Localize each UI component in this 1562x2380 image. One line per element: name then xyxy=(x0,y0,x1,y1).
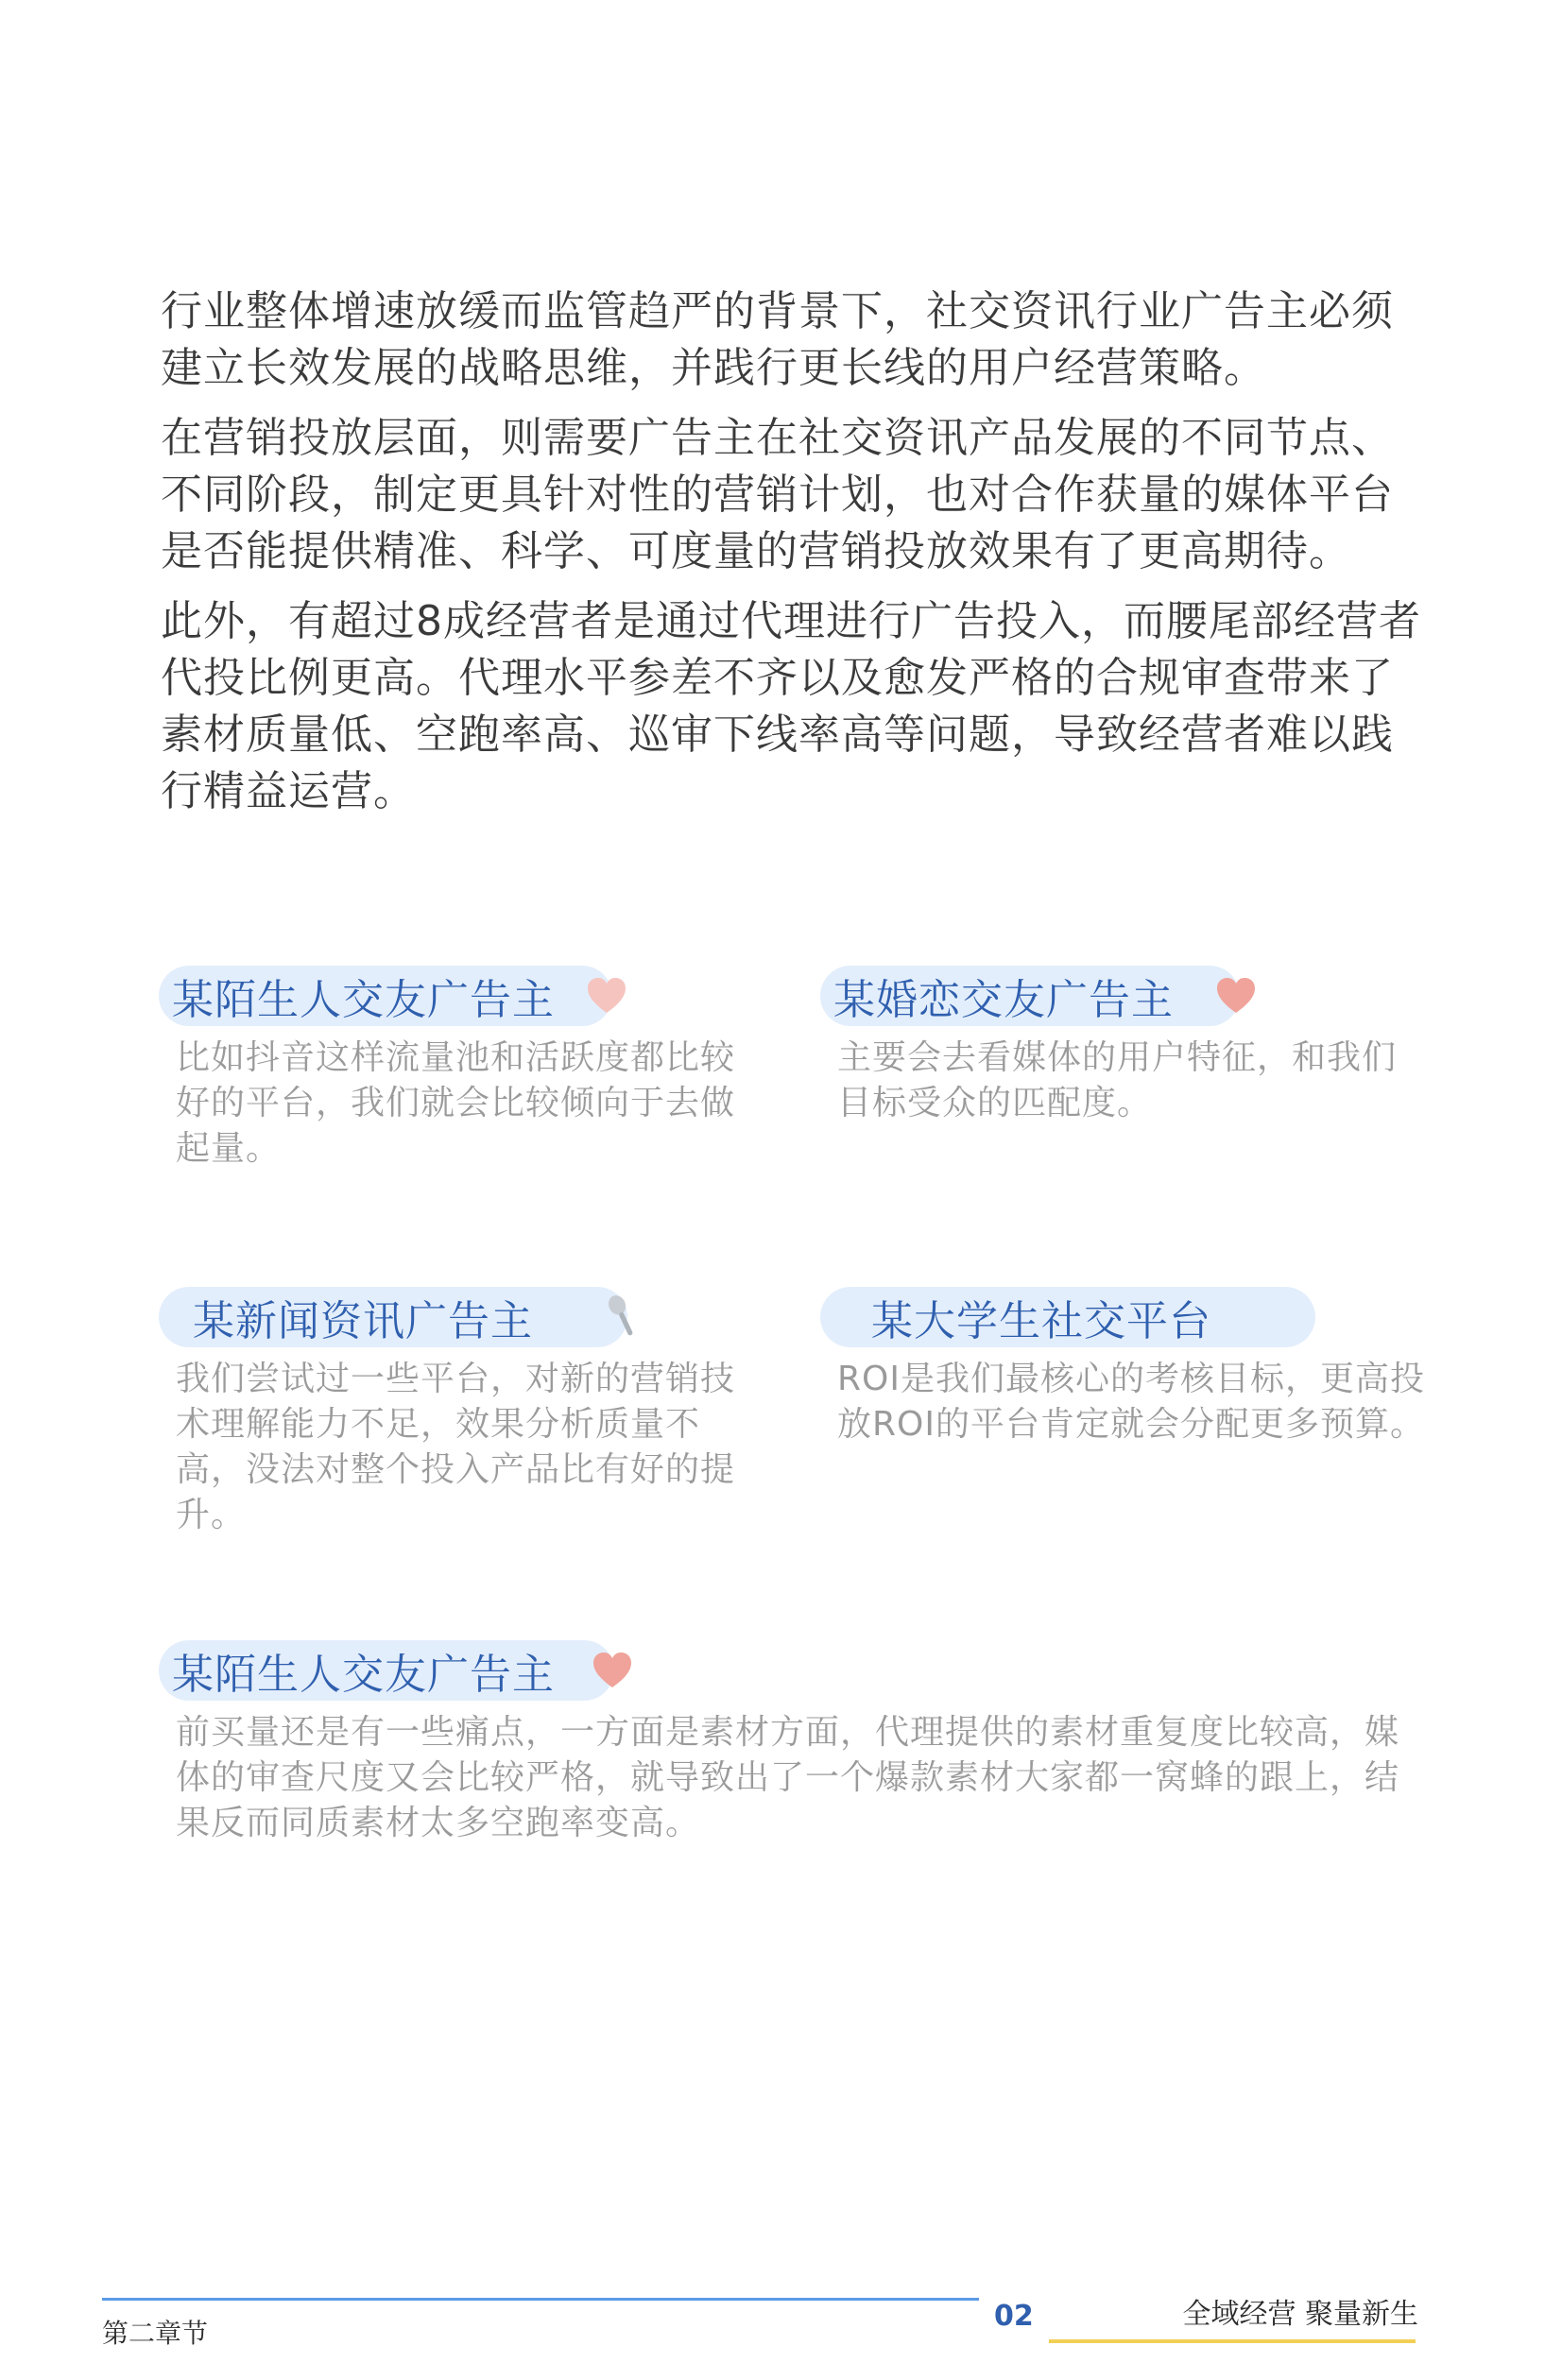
intro-section xyxy=(161,283,1427,833)
quote-text: 主要会去看媒体的用户特征，和我们目标受众的匹配度。 xyxy=(837,1038,1398,1122)
intro-paragraph-3: 此外，有超过8成经营者是通过代理进行广告投入，而腰尾部经营者代投比例更高。代理水平参差不齐以及愈发严格的合规审查带来了素材质量低、空跑率高、巡审下线率高等问题，导致经营者难以践行精益运营。 xyxy=(161,597,1421,815)
page-number: 02 xyxy=(994,2300,1034,2333)
quote-tag-label: 某婚恋交友广告主 xyxy=(833,976,1174,1024)
heart-icon xyxy=(590,1648,635,1693)
footer-divider-blue xyxy=(102,2298,979,2301)
quote-text: 我们尝试过一些平台，对新的营销技术理解能力不足，效果分析质量不高，没法对整个投入产品比有好的提升。 xyxy=(176,1360,736,1534)
quote-tag-label: 某陌生人交友广告主 xyxy=(172,1651,555,1699)
heart-icon xyxy=(1213,973,1259,1019)
quote-text: 前买量还是有一些痛点，一方面是素材方面，代理提供的素材重复度比较高，媒体的审查尺度又会比较严格，就导致出了一个爆款素材大家都一窝蜂的跟上，结果反而同质素材太多空跑率变高。 xyxy=(176,1713,1400,1842)
quote-text: 比如抖音这样流量池和活跃度都比较好的平台，我们就会比较倾向于去做起量。 xyxy=(176,1038,736,1168)
chapter-label: 第二章节 xyxy=(102,2318,209,2349)
quote-tag xyxy=(820,1287,1315,1347)
quote-text: ROI是我们最核心的考核目标，更高投放ROI的平台肯定就会分配更多预算。 xyxy=(837,1360,1425,1444)
intro-paragraph-2: 在营销投放层面，则需要广告主在社交资讯产品发展的不同节点、不同阶段，制定更具针对性的营销计划，也对合作获量的媒体平台是否能提供精准、科学、可度量的营销投放效果有了更高期待。 xyxy=(161,414,1394,575)
footer-divider-yellow xyxy=(1049,2339,1416,2343)
quote-tag xyxy=(820,966,1240,1026)
heart-icon xyxy=(584,973,629,1019)
footer-tagline: 全域经营 聚量新生 xyxy=(1182,2298,1418,2331)
intro-paragraph-1: 行业整体增速放缓而监管趋严的背景下，社交资讯行业广告主必须建立长效发展的战略思维，并践行更长线的用户经营策略。 xyxy=(161,287,1394,392)
quote-tag xyxy=(159,1640,614,1701)
quote-tag xyxy=(159,1287,627,1347)
quote-card-1 xyxy=(159,966,764,1172)
quote-tag-label: 某新闻资讯广告主 xyxy=(193,1297,533,1345)
quote-card-4 xyxy=(820,1287,1425,1447)
quote-card-5 xyxy=(159,1640,1425,1846)
quote-tag-label: 某大学生社交平台 xyxy=(871,1297,1211,1345)
quote-tag-label: 某陌生人交友广告主 xyxy=(172,976,555,1024)
quote-card-3 xyxy=(159,1287,764,1538)
quote-tag xyxy=(159,966,612,1026)
quote-card-2 xyxy=(820,966,1425,1126)
microphone-icon xyxy=(603,1287,643,1347)
